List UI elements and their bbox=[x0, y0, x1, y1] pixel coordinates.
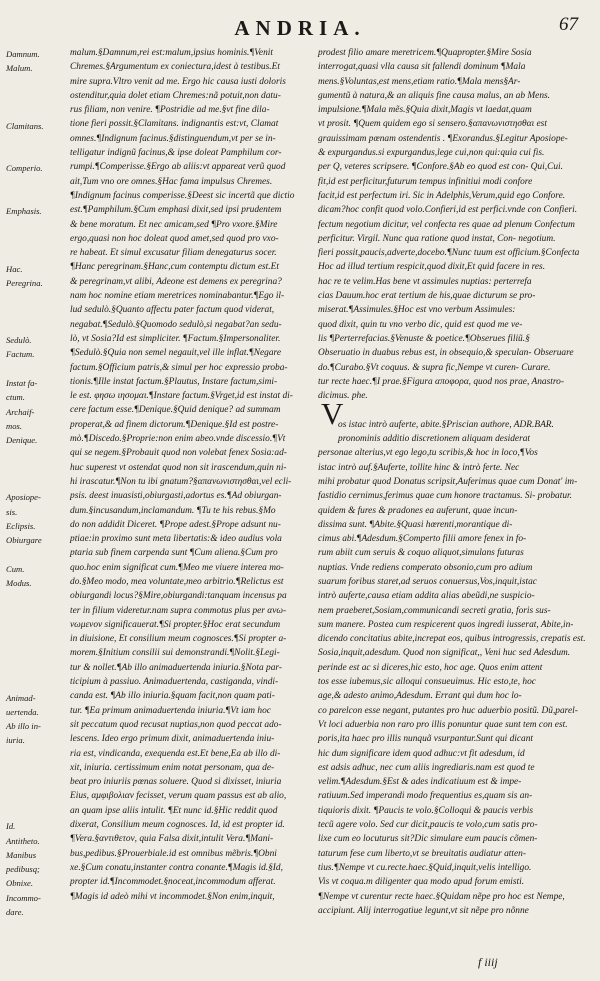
text-line: mò.¶Discedo.§Proprie:non enim abeo.vnde discessio.¶Vt bbox=[70, 434, 286, 445]
text-line: lescens. Ideo ergo primum dixit, animaduertenda iniu- bbox=[70, 734, 275, 745]
margin-note: Eclipsis. bbox=[6, 520, 36, 531]
text-line: est.¶Pamphilum.§Cum emphasi dixit,sed ipsi prudentem bbox=[70, 205, 282, 216]
margin-note: Archaif- bbox=[6, 406, 35, 417]
text-line: mens.§Voluntas,est mens,etiam ratio.¶Mala mens§Ar- bbox=[318, 76, 521, 87]
text-line: psis. deest inuasisti,obiurgasti,adortus es.¶Ad obiurgan- bbox=[70, 491, 282, 502]
text-line: gumentũ à natura,& an aliquis fine causa malus, an ab Mens. bbox=[318, 90, 551, 101]
text-line: ¶Sedulò.§Quia non semel negauit,vel ille inflat.¶Negare bbox=[70, 348, 281, 359]
text-line: ria est, vindicanda, exequenda est.Et bene,Ea ab illo di- bbox=[70, 748, 281, 759]
text-line: qui se negeт.§Probauit quod non volebat fenex Sosia:ad- bbox=[70, 448, 287, 459]
text-line: grauissimam pœnam ostendentis . ¶Exorandus.§Legitur Aposiope- bbox=[318, 133, 568, 144]
text-line: vt prosit. ¶Quem quidem ego si sensero.§απανωνιστησθαι est bbox=[318, 119, 547, 130]
text-line: cere factum esse.¶Denique.§Quid denique? ad summam bbox=[70, 405, 281, 416]
text-line: lud sedulò.§Quanto affectu pater factum quod viderat, bbox=[70, 305, 275, 316]
text-line: age,& adesto animo,Adesdum. Errant qui dum hoc lo- bbox=[318, 691, 522, 702]
text-line: ¶Indignum facinus comperisse.§Deest sic incertã que dictio bbox=[70, 190, 295, 201]
margin-note: Antitheto. bbox=[6, 835, 40, 846]
text-line: quod dixit, quin tu vno verbo dic, quid est quod me ve- bbox=[318, 319, 523, 330]
margin-note: Cum. bbox=[6, 563, 25, 574]
text-line: fieri possit,paucis,adverte,docebo.¶Nunc tuum est officium.§Confecta bbox=[318, 248, 580, 259]
margin-note: Denique. bbox=[6, 435, 38, 446]
text-line: ¶Hanc peregrinam.§Hanc,cum contemptu dictum est.Et bbox=[70, 262, 279, 273]
text-line: beat pro iniuriis pœnas soluere. Quod si dixisset, iniuria bbox=[70, 777, 282, 788]
text-line: mihi probatur quod Donatus scripsit,Auferimus quae cum Donat' im- bbox=[318, 476, 578, 487]
text-line: sum manere. Postea cum respicerent quos ingredi iusserat, Abite,in- bbox=[318, 619, 574, 630]
text-line: ostenditur,quia dolet etiam Chremes:nã potuit,non datu- bbox=[70, 90, 281, 101]
text-line: intrò auferte,causa etiam addita alias abeũdi,ne suspicio- bbox=[318, 591, 535, 602]
text-line: facit,id est perfectum iri. Sic in Adelphis,Verum,quid ego Confore. bbox=[318, 190, 566, 201]
text-line: cimus abi.¶Adesdum.§Comperto filii amore fenex in fo- bbox=[318, 534, 527, 545]
text-line: os istac intrò auferte, abite.§Priscian authore, ADR.BAR. bbox=[338, 419, 554, 430]
margin-note: Obnixe. bbox=[6, 878, 33, 889]
text-line: ticipium à passiuo. Animaduertenda, castiganda, vindi- bbox=[70, 677, 279, 688]
text-line: quidem & fures & pradones ea auferunt, quae incun- bbox=[318, 505, 518, 516]
text-line: nem praeberet,Sosiam,communicandi secreti gratia, foris sus- bbox=[318, 605, 551, 616]
text-line: telligatur indignũ facinus,& ipse doleat Pamphilum cor- bbox=[70, 148, 282, 159]
text-line: perficitur. Virgil. Nunc qua ratione quod instat, Con- negotium. bbox=[318, 233, 556, 244]
text-line: tur. ¶Ea primum animaduertenda iniuria.¶Vt iam hoc bbox=[70, 705, 271, 716]
text-line: obiurgandi locus?§Mire,obiurgandi:tanquam incensus pa bbox=[70, 591, 287, 602]
text-line: huc superest vt ostendat quod non sit irascendum,quin ni- bbox=[70, 462, 287, 473]
text-line: hac re te velim.Has bene vt assimules nuptias: perterrefa bbox=[318, 276, 532, 287]
margin-note: iuria. bbox=[6, 735, 25, 746]
signature-mark: f iiij bbox=[478, 955, 498, 969]
margin-note: Emphasis. bbox=[6, 206, 42, 217]
margin-note: Clamitans. bbox=[6, 120, 44, 131]
margin-note: Comperio. bbox=[6, 163, 43, 174]
text-line: rus filiam, non venire. ¶Postridie ad me.§vt fine dila- bbox=[70, 105, 270, 116]
margin-note: Incommo- bbox=[6, 892, 41, 903]
text-line: Vis vt coqua.m diligenter qua modo apud forum emisti. bbox=[318, 877, 525, 888]
text-line: do non addidit Diceret. ¶Prope adest.§Prope adsunt nu- bbox=[70, 519, 281, 530]
text-line: suarum foribus staret,ad seruos conuersus,Vos,inquit,istac bbox=[318, 576, 537, 587]
text-line: Hoc ad illud tertium respicit,quod dixit,Et quid facere in res. bbox=[318, 262, 546, 273]
text-line: Chremes.§Argumentum ex coniectura,idest à testibus.Et bbox=[70, 62, 280, 73]
text-line: impulsione.¶Mala mẽs.§Quia dixit,Magis vt laedat,quam bbox=[318, 105, 532, 116]
text-line: & peregrinam,vt alibi, Adeone est demens ex peregrina? bbox=[70, 276, 282, 287]
text-line: νωμενον significauerat.¶Si propter.§Hoc erat secundum bbox=[70, 619, 281, 630]
text-line: ratiuum.Sed imperandi modo frequentius es,quam sis an- bbox=[318, 791, 533, 802]
text-line: ptaria sub finem carpenda sunt ¶Cum aliena.§Cum pro bbox=[70, 548, 278, 559]
text-line: negabat.¶Sedulò.§Quomodo sedulò,si negabat?an sedu- bbox=[70, 319, 282, 330]
text-line: rum abiit cum seruis & coquo aliquot,simulans futuras bbox=[318, 548, 524, 559]
text-line: ter in filium videretur.nam supra commotus plus per ανω- bbox=[70, 605, 287, 616]
text-line: velim.¶Adesdum.§Est & ades indicatiuum est & impe- bbox=[318, 777, 522, 788]
text-line: rumpi.¶Comperisse.§Ergo ab aliis:vt appareat verũ quod bbox=[70, 162, 286, 173]
text-line: lis ¶Perterrefacias.§Venuste & poetice.¶Obserues filiũ.§ bbox=[318, 333, 530, 344]
text-line: factum.§Officium patris,& simul per hoc expressio proba- bbox=[70, 362, 288, 373]
text-line: xe.§Cum conatu,instanter contra conante.¶Magis id.§Id, bbox=[70, 862, 283, 873]
text-line: malum.§Damnum,rei est:malum,ipsius hominis.¶Venit bbox=[70, 48, 273, 58]
running-title: ANDRIA. bbox=[234, 16, 366, 40]
text-line: omnes.¶Indignum facinus.§distinguendum,vt per se in- bbox=[70, 133, 276, 144]
text-line: tionis.¶Ille instat factum.§Plautus, Instare factum,simi- bbox=[70, 376, 278, 387]
text-line: lixe cum eo locuturus sit?Dic simulare eum paucis cõmen- bbox=[318, 834, 538, 845]
text-line: accipiunt. Alij interrogatiue legunt,vt sit nẽpe pro nõnne bbox=[318, 905, 529, 916]
text-line: tius.¶Nempe vt cu.recte.haec.§Quid,inquit,velis intelligo. bbox=[318, 862, 532, 873]
left-text-column bbox=[70, 46, 312, 904]
margin-note: ctum. bbox=[6, 392, 25, 403]
text-line: lò, vt Sosia?Id est simpliciter. ¶Factum.§Impersonaliter. bbox=[70, 333, 281, 344]
margin-note: Manibus bbox=[6, 849, 37, 860]
text-line: Sosia,inquit,adesdum. Quod non significat,, Veni huc sed Adesdum. bbox=[318, 648, 571, 659]
text-line: mire supra.Vltro venit ad me. Ergo hic causa iusti doloris bbox=[70, 76, 286, 87]
text-line: Vt loci aduerbia non raro pro illis ponuntur quae sunt tem con est. bbox=[318, 719, 568, 730]
page-number: 67 bbox=[559, 14, 578, 35]
text-line: do.§Meo modo, mea voluntate,meo arbitrio.¶Relictus est bbox=[70, 576, 284, 587]
text-line: pronominis additio discretionem aliquam desiderat bbox=[338, 434, 531, 445]
drop-cap-v: V bbox=[321, 396, 344, 431]
text-line: dicendo concitatius abite,increpat eos, quibus introgressis, crepatis est. bbox=[318, 634, 586, 645]
margin-note: Factum. bbox=[6, 349, 35, 360]
text-line: ¶Nempe vt curentur recte haec.§Quidam nẽpe pro hoc est Nempe, bbox=[318, 891, 565, 902]
text-line: fectum negotium dicitur, vel confecta res quae ad plenum Confectum bbox=[318, 219, 575, 230]
text-line: sit peccatum quod recusat nuptias,non quod peccat ado- bbox=[70, 719, 282, 730]
text-line: personae alterius,vt ego lego,tu scribis,& hoc in loco,¶Vos bbox=[318, 448, 538, 459]
text-line: taturum fese cum liberto,vt se breuitatis audiatur atten- bbox=[318, 848, 526, 859]
text-line: hic dum significare idem quod adhuc:vt fit adesdum, id bbox=[318, 748, 525, 759]
text-line: bus,pedibus.§Prouerbiale.id est omnibus mẽbris.¶Obni bbox=[70, 848, 277, 859]
text-line: Obseruatio in duabus rebus est, in obsequio,& speculan- Obseruare bbox=[318, 348, 574, 359]
margin-note: Peregrina. bbox=[6, 277, 43, 288]
margin-note: pedibusq; bbox=[6, 864, 40, 875]
text-line: dissima sunt. ¶Abite.§Quasi hœrenti,morantique di- bbox=[318, 519, 513, 530]
margin-note: Ab illo in- bbox=[6, 721, 41, 732]
text-line: dum.§incusandum,inclamandum. ¶Tu te his rebus.§Mo bbox=[70, 505, 276, 516]
text-line: tione fieri possit.§Clamitans. indignantis est:vt, Clamat bbox=[70, 119, 279, 130]
text-line: tur & nollet.¶Ab illo animaduertenda iniuria.§Nota par- bbox=[70, 662, 283, 673]
text-line: nuptias. Vnde rediens comperato obsonio,cum pro adium bbox=[318, 562, 533, 573]
text-line: dicimus. phe. bbox=[318, 391, 368, 402]
text-line: & bene moratum. Et nec amicam,sed ¶Pro vxore.§Mire bbox=[70, 219, 278, 230]
text-line: tos esse iubemus,sic alloqui consueuimus. Hic esto,te, hoc bbox=[318, 677, 536, 688]
text-line: canda est. ¶Ab illo iniuria.§quam facit,non quam pati- bbox=[70, 691, 275, 702]
margin-note: Modus. bbox=[6, 578, 32, 589]
text-line: fastidio cernimus,ferimus quae cum honore tractamus. Si- probatur. bbox=[318, 491, 572, 502]
text-line: an quam ipse aliis intulit. ¶Et nunc id.§Hic reddit quod bbox=[70, 805, 278, 816]
text-line: ptiae:in proximo sunt meta libertatis:& ideo audius vola bbox=[70, 534, 282, 545]
text-line: per Q, veteres scripsere. ¶Confore.§Ab eo quod est con- Qui,Cui. bbox=[318, 162, 563, 173]
text-line: quo.hoc enim significat cum.¶Meo me viuere interea mo- bbox=[70, 562, 284, 573]
text-line: fit,id est perficitur,futurum tempus infinitiui modi confore bbox=[318, 176, 533, 187]
text-line: in diuisione, Et consilium meum cognosces.¶Si propter a- bbox=[70, 634, 287, 645]
margin-note: Hac. bbox=[6, 263, 23, 274]
text-line: perinde est ac si diceres,hic esto, hoc age. Quos enim attent bbox=[318, 662, 543, 673]
margin-note: dare. bbox=[6, 907, 24, 917]
margin-note: Id. bbox=[6, 821, 16, 832]
text-line: prodest filio amare meretricem.¶Quapropter.§Mire Sosia bbox=[318, 48, 532, 58]
text-line: dixerat, Consilium meum cognosces. Id, id est propter id. bbox=[70, 820, 285, 831]
text-line: poris,ita haec pro illis nunquã vsurpantur.Sunt qui dicant bbox=[318, 734, 534, 745]
text-line: do.¶Curabo.§Vt coquus. & supra fic,Nempe vt curen- Curare. bbox=[318, 362, 551, 373]
text-line: hi irascatur.¶Non tu ibi gnatum?§απανωνιστησθαι,vel ecli- bbox=[70, 476, 292, 487]
text-line: morem.§Initium consilii sui demonstrandi.¶Nolit.§Legi- bbox=[70, 648, 280, 659]
text-line: tur recte haec.¶I prae.§Figura αποφορα, quod nos prae, Anastro- bbox=[318, 376, 564, 387]
text-line bbox=[318, 403, 554, 417]
margin-note: mos. bbox=[6, 420, 22, 431]
margin-note: Aposiope- bbox=[6, 492, 41, 503]
text-line: Eius, αμφιβολιαν fecisset, verum quam passus est ab alio, bbox=[70, 791, 287, 802]
text-line: ¶Vera.§αντιθετον, quia Falsa dixit,intulit Vera.¶Mani- bbox=[70, 834, 274, 845]
text-line: nam hoc nomine etiam meretrices nominabantur.¶Ego il- bbox=[70, 291, 285, 302]
text-line: propter id.¶Incommodet.§noceat,incommodum afferat. bbox=[70, 877, 276, 888]
text-line: interrogat,quasi vlla causa sit fallendi dominum ¶Mala bbox=[318, 62, 526, 73]
text-line: ergo,quasi non hoc doleat quod amet,sed quod pro vxo- bbox=[70, 233, 279, 244]
text-line: tiquioris dixit. ¶Paucis te volo.§Colloqui & paucis verbis bbox=[318, 805, 534, 816]
margin-note: Damnum. bbox=[6, 49, 40, 59]
margin-note: uertenda. bbox=[6, 706, 39, 717]
margin-note: Instat fa- bbox=[6, 377, 38, 388]
text-line: ¶Magis id adeò mihi vt incommodet.§Non enim,inquit, bbox=[70, 891, 275, 902]
text-line: le est. φησω ιησομαι.¶Instare factum.§Vrget,id est instat di- bbox=[70, 391, 293, 402]
text-line: est adsis adhuc, nec cum aliis ingrediaris.nam est quod te bbox=[318, 762, 535, 773]
text-line: xit, iniuria. certissimum enim notat personam, qua de- bbox=[70, 762, 275, 773]
text-line: dicam?hoc confit quod volo.Confieri,id est perfici.vnde con Confieri. bbox=[318, 205, 578, 216]
page-header bbox=[0, 14, 600, 44]
text-line: tecũ agere volo. Sed cur dicit,paucis te volo,cum satis pro- bbox=[318, 820, 538, 831]
text-line: properat,& ad finem dictorum.¶Denique.§Id est postre- bbox=[70, 419, 279, 430]
right-text-column bbox=[318, 46, 586, 918]
text-line: & expurgandus.si expurgandus,lege cui,non qui:quia cui fis. bbox=[318, 148, 545, 159]
text-line: cias Dauum.hoc erat tertium de his,quae dicturum se pro- bbox=[318, 291, 536, 302]
margin-note: Obiurgare bbox=[6, 535, 42, 546]
margin-note: Animad- bbox=[6, 692, 36, 703]
text-line: miserat.¶Assimules.§Hoc est vno verbum Assimules: bbox=[318, 305, 516, 316]
text-line: re habeat. Et simul excusatur filiam denegaturus socer. bbox=[70, 248, 277, 259]
margin-note: Sedulò. bbox=[6, 335, 32, 345]
text-line: ait,Tum vno ore omnes.§Hac fama impulsus Chremes. bbox=[70, 176, 273, 187]
text-line: co parelcon esse negant, putantes pro huc aduerbio positũ. Dũ,parel- bbox=[318, 705, 578, 716]
margin-note: Malum. bbox=[6, 63, 33, 74]
text-line: istac intrò auf.§Auferte, tollite hinc & intrò ferte. Nec bbox=[318, 462, 520, 473]
margin-note: sis. bbox=[6, 506, 18, 517]
